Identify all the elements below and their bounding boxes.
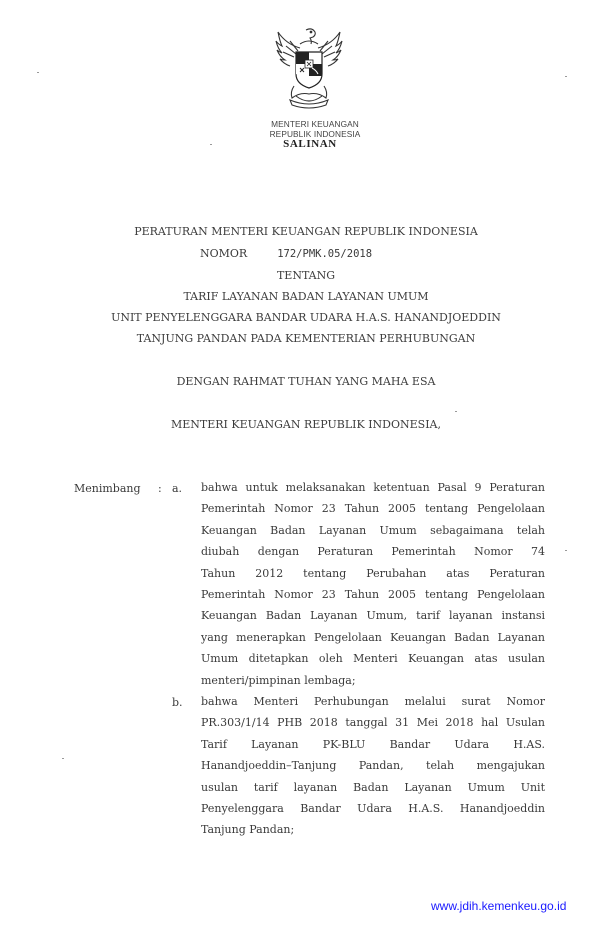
scan-speck <box>62 758 64 759</box>
item-a-marker: a. <box>172 482 183 495</box>
garuda-emblem-icon <box>272 26 346 116</box>
subject-line-3: TANJUNG PANDAN PADA KEMENTERIAN PERHUBUNGAN <box>136 332 476 345</box>
text-line: bahwa Menteri Perhubungan melalui surat Nomor <box>201 695 545 708</box>
scan-speck <box>37 72 39 73</box>
item-b-marker: b. <box>172 696 183 709</box>
text-line: diubah dengan Peraturan Pemerintah Nomor 74 <box>201 545 545 559</box>
text-line: Tarif Layanan PK-BLU Bandar Udara H.AS. <box>201 737 545 751</box>
authority-text: MENTERI KEUANGAN REPUBLIK INDONESIA, <box>170 418 442 431</box>
text-line: menteri/pimpinan lembaga; <box>201 673 356 687</box>
regulation-number <box>200 247 372 260</box>
subject-line-2: UNIT PENYELENGGARA BANDAR UDARA H.A.S. HANANDJOEDDIN <box>111 311 501 324</box>
regulation-title: PERATURAN MENTERI KEUANGAN REPUBLIK INDONESIA <box>134 225 478 238</box>
text-line: PR.303/1/14 PHB 2018 tanggal 31 Mei 2018 hal Usulan <box>201 716 545 730</box>
menimbang-label: Menimbang <box>74 482 141 495</box>
ministry-name-line1: MENTERI KEUANGAN <box>271 119 359 129</box>
text-line: Keuangan Badan Layanan Umum, tarif layanan instansi <box>201 609 545 623</box>
scan-speck <box>565 550 567 551</box>
menimbang-colon: : <box>158 482 162 495</box>
text-line: yang menerapkan Pengelolaan Keuangan Badan Layanan <box>201 630 545 644</box>
text-line: Pemerintah Nomor 23 Tahun 2005 tentang Pengelolaan <box>201 588 545 602</box>
text-line: Keuangan Badan Layanan Umum sebagaimana telah <box>201 523 545 537</box>
text-line: usulan tarif layanan Badan Layanan Umum Unit <box>201 780 545 794</box>
tentang-heading: TENTANG <box>276 269 336 282</box>
text-line: Tahun 2012 tentang Perubahan atas Peraturan <box>201 566 545 580</box>
text-line: Tanjung Pandan; <box>201 823 295 837</box>
jdih-website-link[interactable]: www.jdih.kemenkeu.go.id <box>431 899 567 913</box>
scan-speck <box>455 411 457 412</box>
text-line: Pemerintah Nomor 23 Tahun 2005 tentang Pengelolaan <box>201 502 545 516</box>
consideration-b <box>201 691 545 841</box>
text-line: bahwa untuk melaksanakan ketentuan Pasal 9 Peraturan <box>201 481 545 494</box>
blessing-text: DENGAN RAHMAT TUHAN YANG MAHA ESA <box>176 375 436 388</box>
subject-line-1: TARIF LAYANAN BADAN LAYANAN UMUM <box>183 290 429 303</box>
scan-speck <box>210 144 212 145</box>
scan-speck <box>565 76 567 77</box>
text-line: Umum ditetapkan oleh Menteri Keuangan atas usulan <box>201 652 545 666</box>
consideration-a <box>201 477 545 691</box>
nomor-value: 172/PMK.05/2018 <box>277 248 373 260</box>
nomor-label: NOMOR <box>200 247 248 260</box>
ministry-name-line2: REPUBLIK INDONESIA <box>269 129 361 139</box>
text-line: Hanandjoeddin–Tanjung Pandan, telah mengajukan <box>201 759 545 773</box>
text-line: Penyelenggara Bandar Udara H.A.S. Hanandjoeddin <box>201 802 545 816</box>
salinan-stamp: SALINAN <box>283 138 337 150</box>
